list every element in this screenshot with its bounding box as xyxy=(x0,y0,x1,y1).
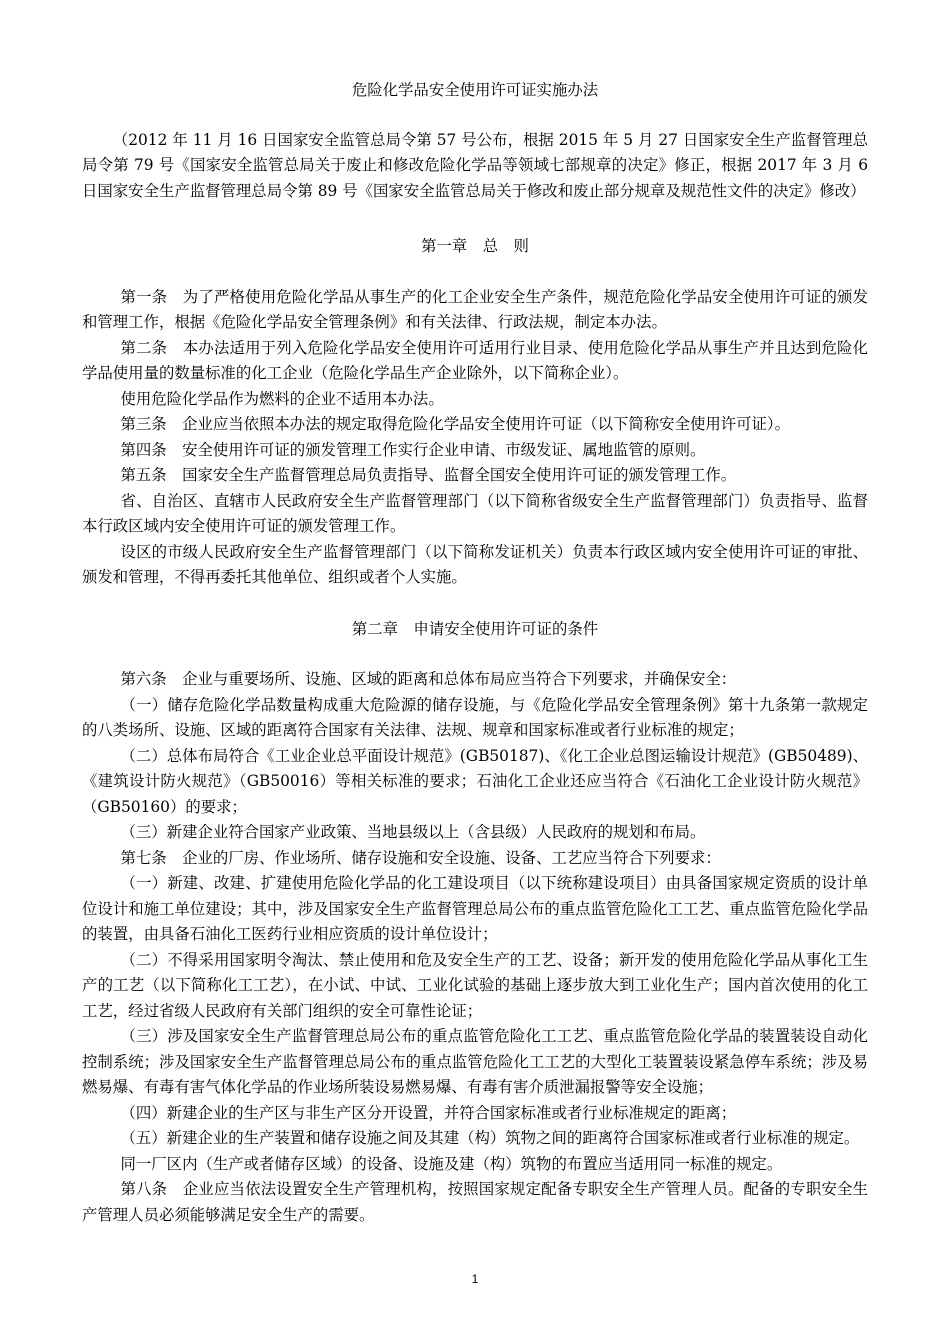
article-6-item-2: （二）总体布局符合《工业企业总平面设计规范》(GB50187)、《化工企业总图运输设计规范》(GB50489)、《建筑设计防火规范》（GB50016）等相关标准的要求；石油化工企业还应当符合《石油化工企业设计防火规范》（GB50160）的要求； xyxy=(82,746,868,816)
article-3: 第三条 企业应当依照本办法的规定取得危险化学品安全使用许可证（以下简称安全使用许可证）。 xyxy=(120,415,790,433)
article-6: 第六条 企业与重要场所、设施、区域的距离和总体布局应当符合下列要求，并确保安全： xyxy=(120,670,737,688)
article-5: 第五条 国家安全生产监督管理总局负责指导、监督全国安全使用许可证的颁发管理工作。 xyxy=(120,466,737,484)
chapter-1-title: 第一章 总 则 xyxy=(421,237,529,255)
article-7: 第七条 企业的厂房、作业场所、储存设施和安全设施、设备、工艺应当符合下列要求： xyxy=(120,848,721,867)
chapter-2-title: 第二章 申请安全使用许可证的条件 xyxy=(351,619,599,638)
chapter-2-body xyxy=(82,667,868,1228)
article-7-item-5: （五）新建企业的生产装置和储存设施之间及其建（构）筑物之间的距离符合国家标准或者行业标准的规定。 xyxy=(120,1129,860,1147)
article-5-clause-3: 设区的市级人民政府安全生产监督管理部门（以下简称发证机关）负责本行政区域内安全使用许可证的审批、颁发和管理，不得再委托其他单位、组织或者个人实施。 xyxy=(82,542,868,586)
article-7-clause-2: 同一厂区内（生产或者储存区域）的设备、设施及建（构）筑物的布置应当适用同一标准的规定。 xyxy=(120,1154,783,1173)
article-7-item-3: （三）涉及国家安全生产监督管理总局公布的重点监管危险化工工艺、重点监管危险化学品的装置装设自动化控制系统；涉及国家安全生产监督管理总局公布的重点监管危险化工工艺的大型化工装置装设紧急停车系统；涉及易燃易爆、有毒有害气体化学品的作业场所装设易燃易爆、有毒有害介质泄漏报警等安全设施； xyxy=(82,1027,868,1096)
article-7-item-1: （一）新建、改建、扩建使用危险化学品的化工建设项目（以下统称建设项目）由具备国家规定资质的设计单位设计和施工单位建设；其中，涉及国家安全生产监督管理总局公布的重点监管危险化工工艺、重点监管危险化学品的装置，由具备石油化工医药行业相应资质的设计单位设计； xyxy=(82,874,868,943)
article-1: 第一条 为了严格使用危险化学品从事生产的化工企业安全生产条件，规范危险化学品安全使用许可证的颁发和管理工作，根据《危险化学品安全管理条例》和有关法律、行政法规，制定本办法。 xyxy=(82,287,868,331)
chapter-1-body xyxy=(82,285,868,591)
page-number: 1 xyxy=(471,1272,479,1286)
article-5-clause-2: 省、自治区、直辖市人民政府安全生产监督管理部门（以下简称省级安全生产监督管理部门）负责指导、监督本行政区域内安全使用许可证的颁发管理工作。 xyxy=(82,491,868,535)
article-4: 第四条 安全使用许可证的颁发管理工作实行企业申请、市级发证、属地监管的原则。 xyxy=(120,440,706,459)
article-7-item-2: （二）不得采用国家明令淘汰、禁止使用和危及安全生产的工艺、设备；新开发的使用危险化学品从事化工生产的工艺（以下简称化工工艺），在小试、中试、工业化试验的基础上逐步放大到工业化生产；国内首次使用的化工工艺，经过省级人民政府有关部门组织的安全可靠性论证； xyxy=(82,950,868,1020)
article-7-item-4: （四）新建企业的生产区与非生产区分开设置，并符合国家标准或者行业标准规定的距离； xyxy=(120,1103,737,1122)
article-6-item-1: （一）储存危险化学品数量构成重大危险源的储存设施，与《危险化学品安全管理条例》第十九条第一款规定的八类场所、设施、区域的距离符合国家有关法律、法规、规章和国家标准或者行业标准的规定； xyxy=(82,695,868,739)
article-8: 第八条 企业应当依法设置安全生产管理机构，按照国家规定配备专职安全生产管理人员。配备的专职安全生产管理人员必须能够满足安全生产的需要。 xyxy=(82,1180,868,1224)
source-note: （2012 年 11 月 16 日国家安全监管总局令第 57 号公布，根据 2015 年 5 月 27 日国家安全生产监督管理总局令第 79 号《国家安全监管总局关于废止和修改危险化学品等领域七部规章的决定》修正，根据 2017 年 3 月 6 日国家安全生产监督管理总局令第 89 号《国家安全监管总局关于修改和废止部分规章及规范性文件的决定》修改） xyxy=(82,130,868,200)
document-page xyxy=(82,78,868,1228)
article-2: 第二条 本办法适用于列入危险化学品安全使用许可适用行业目录、使用危险化学品从事生产并且达到危险化学品使用量的数量标准的化工企业（危险化学品生产企业除外，以下简称企业）。 xyxy=(82,338,868,382)
document-title: 危险化学品安全使用许可证实施办法 xyxy=(351,81,599,99)
article-2-clause: 使用危险化学品作为燃料的企业不适用本办法。 xyxy=(120,389,444,408)
article-6-item-3: （三）新建企业符合国家产业政策、当地县级以上（含县级）人民政府的规划和布局。 xyxy=(120,823,706,841)
